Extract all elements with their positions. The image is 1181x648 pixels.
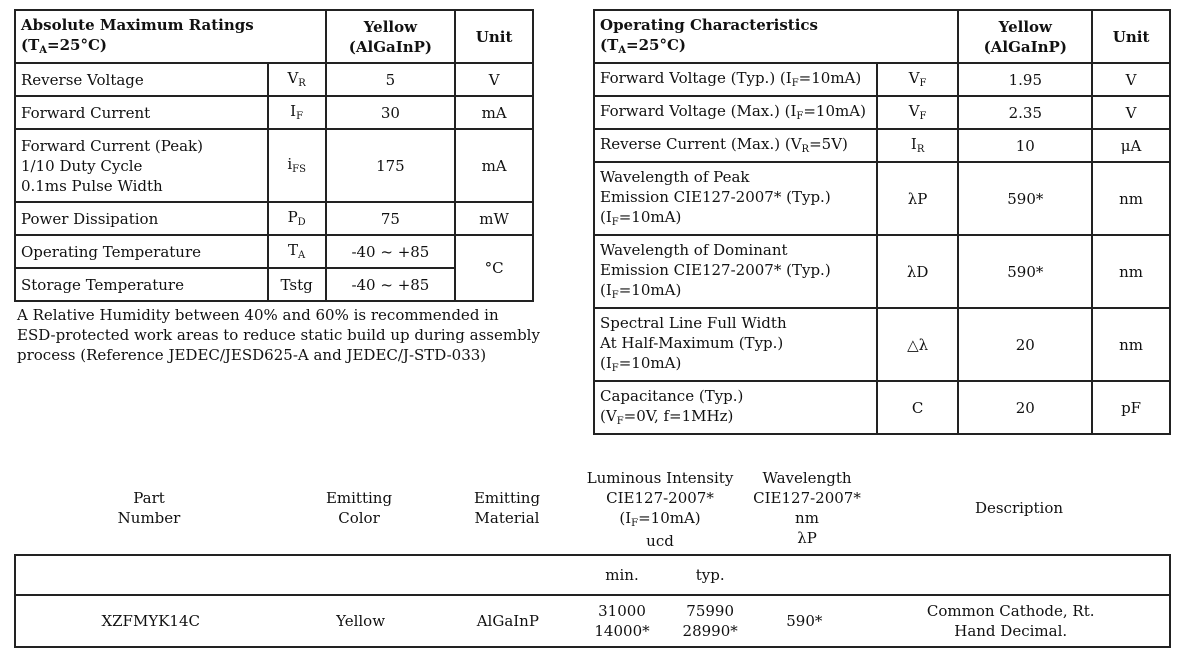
symbol-cell: $T_A$: [268, 235, 326, 268]
header-part-number: Part Number: [117, 489, 181, 527]
table-subheader-row: [15, 555, 1170, 595]
table-title-cell: [15, 10, 326, 63]
unit-cell: mA: [455, 96, 533, 129]
symbol-cell: $i_{FS}$: [268, 129, 326, 202]
parts-table-header: [14, 468, 1171, 554]
table-row: [594, 96, 1170, 129]
value-cell: -40 ~ +85: [326, 268, 456, 301]
subheader-typ: typ.: [695, 566, 725, 584]
header-luminous-intensity: Luminous Intensity CIE127-2007* $(I_F=10mA)$ ucd: [586, 469, 734, 550]
color-cell: Yellow: [285, 595, 435, 647]
value-cell: 175: [326, 129, 456, 202]
value-cell: 20: [958, 381, 1092, 434]
header-emitting-material: Emitting Material: [473, 489, 541, 527]
value-cell: 20: [958, 308, 1092, 381]
symbol-cell: $P_D$: [268, 202, 326, 235]
unit-cell: nm: [1092, 308, 1170, 381]
parts-table: [14, 554, 1171, 648]
unit-cell: mW: [455, 202, 533, 235]
param-cell: Storage Temperature: [15, 268, 268, 301]
min-cell: 31000 14000*: [580, 595, 664, 647]
table-row: [15, 96, 533, 129]
param-cell: Wavelength of Peak Emission CIE127-2007* (Typ.) $(I_F=10mA)$: [594, 162, 877, 235]
symbol-cell: λD: [877, 235, 959, 308]
value-cell: 5: [326, 63, 456, 96]
table-header-row: [594, 10, 1170, 63]
table-condition: $(T_A=25^\circ C)$: [600, 36, 687, 56]
table-row: [15, 63, 533, 96]
table-condition: $(T_A=25^\circ C)$: [21, 36, 108, 56]
table-row: [15, 595, 1170, 647]
unit-cell: pF: [1092, 381, 1170, 434]
table-row: [594, 308, 1170, 381]
unit-cell: V: [1092, 63, 1170, 96]
symbol-cell: Tstg: [268, 268, 326, 301]
param-cell: Forward Current (Peak) 1/10 Duty Cycle 0.1ms Pulse Width: [15, 129, 268, 202]
param-cell: Operating Temperature: [15, 235, 268, 268]
table-row: [594, 381, 1170, 434]
table-row: [594, 63, 1170, 96]
param-cell: Wavelength of Dominant Emission CIE127-2007* (Typ.) $(I_F=10mA)$: [594, 235, 877, 308]
table-title: Operating Characteristics: [600, 16, 819, 34]
symbol-cell: △λ: [877, 308, 959, 381]
value-cell: 1.95: [958, 63, 1092, 96]
param-cell: Reverse Voltage: [15, 63, 268, 96]
symbol-cell: $V_F$: [877, 63, 959, 96]
column-header-unit: Unit: [455, 10, 533, 63]
column-header-color: Yellow (AlGaInP): [958, 10, 1092, 63]
param-cell: Forward Current: [15, 96, 268, 129]
value-cell: 10: [958, 129, 1092, 162]
wavelength-cell: 590*: [756, 595, 852, 647]
operating-characteristics-table: [593, 9, 1171, 435]
typ-cell: 75990 28990*: [664, 595, 756, 647]
part-number-cell: XZFMYK14C: [15, 595, 285, 647]
subheader-min: min.: [605, 566, 639, 584]
absolute-max-ratings-table: [14, 9, 534, 302]
unit-cell: mA: [455, 129, 533, 202]
value-cell: 30: [326, 96, 456, 129]
param-cell: Reverse Current (Max.) $(V_R=5V)$: [594, 129, 877, 162]
symbol-cell: $I_F$: [268, 96, 326, 129]
symbol-cell: C: [877, 381, 959, 434]
table-row: [15, 235, 533, 268]
value-cell: -40 ~ +85: [326, 235, 456, 268]
column-header-color: Yellow (AlGaInP): [326, 10, 456, 63]
table-row: [594, 162, 1170, 235]
description-cell: Common Cathode, Rt. Hand Decimal.: [852, 595, 1170, 647]
header-wavelength: Wavelength CIE127-2007* nm λP: [753, 469, 861, 547]
table-title-cell: [594, 10, 958, 63]
header-description: Description: [974, 499, 1064, 517]
table-header-row: [15, 10, 533, 63]
unit-cell: μA: [1092, 129, 1170, 162]
value-cell: 2.35: [958, 96, 1092, 129]
param-cell: Forward Voltage (Typ.) $(I_F=10mA)$: [594, 63, 877, 96]
header-emitting-color: Emitting Color: [325, 489, 393, 527]
value-cell: 75: [326, 202, 456, 235]
param-cell: Forward Voltage (Max.) $(I_F=10mA)$: [594, 96, 877, 129]
param-cell: Capacitance (Typ.) ($V_F=0V$, f=1MHz): [594, 381, 877, 434]
material-cell: AlGaInP: [436, 595, 580, 647]
unit-cell: V: [455, 63, 533, 96]
unit-cell: °C: [455, 235, 533, 301]
humidity-note: A Relative Humidity between 40% and 60% is recommended in ESD-protected work areas to reduce static build up during assembly process (Reference JEDEC/JESD625-A and JEDEC/J-STD-033): [17, 306, 540, 364]
symbol-cell: λP: [877, 162, 959, 235]
symbol-cell: $V_R$: [268, 63, 326, 96]
table-title: Absolute Maximum Ratings: [21, 16, 254, 34]
value-cell: 590*: [958, 162, 1092, 235]
table-row: [594, 235, 1170, 308]
symbol-cell: $I_R$: [877, 129, 959, 162]
table-row: [15, 129, 533, 202]
table-row: [594, 129, 1170, 162]
unit-cell: nm: [1092, 235, 1170, 308]
param-cell: Power Dissipation: [15, 202, 268, 235]
unit-cell: V: [1092, 96, 1170, 129]
column-header-unit: Unit: [1092, 10, 1170, 63]
value-cell: 590*: [958, 235, 1092, 308]
param-cell: Spectral Line Full Width At Half-Maximum (Typ.) $(I_F=10mA)$: [594, 308, 877, 381]
symbol-cell: $V_F$: [877, 96, 959, 129]
unit-cell: nm: [1092, 162, 1170, 235]
table-row: [15, 202, 533, 235]
